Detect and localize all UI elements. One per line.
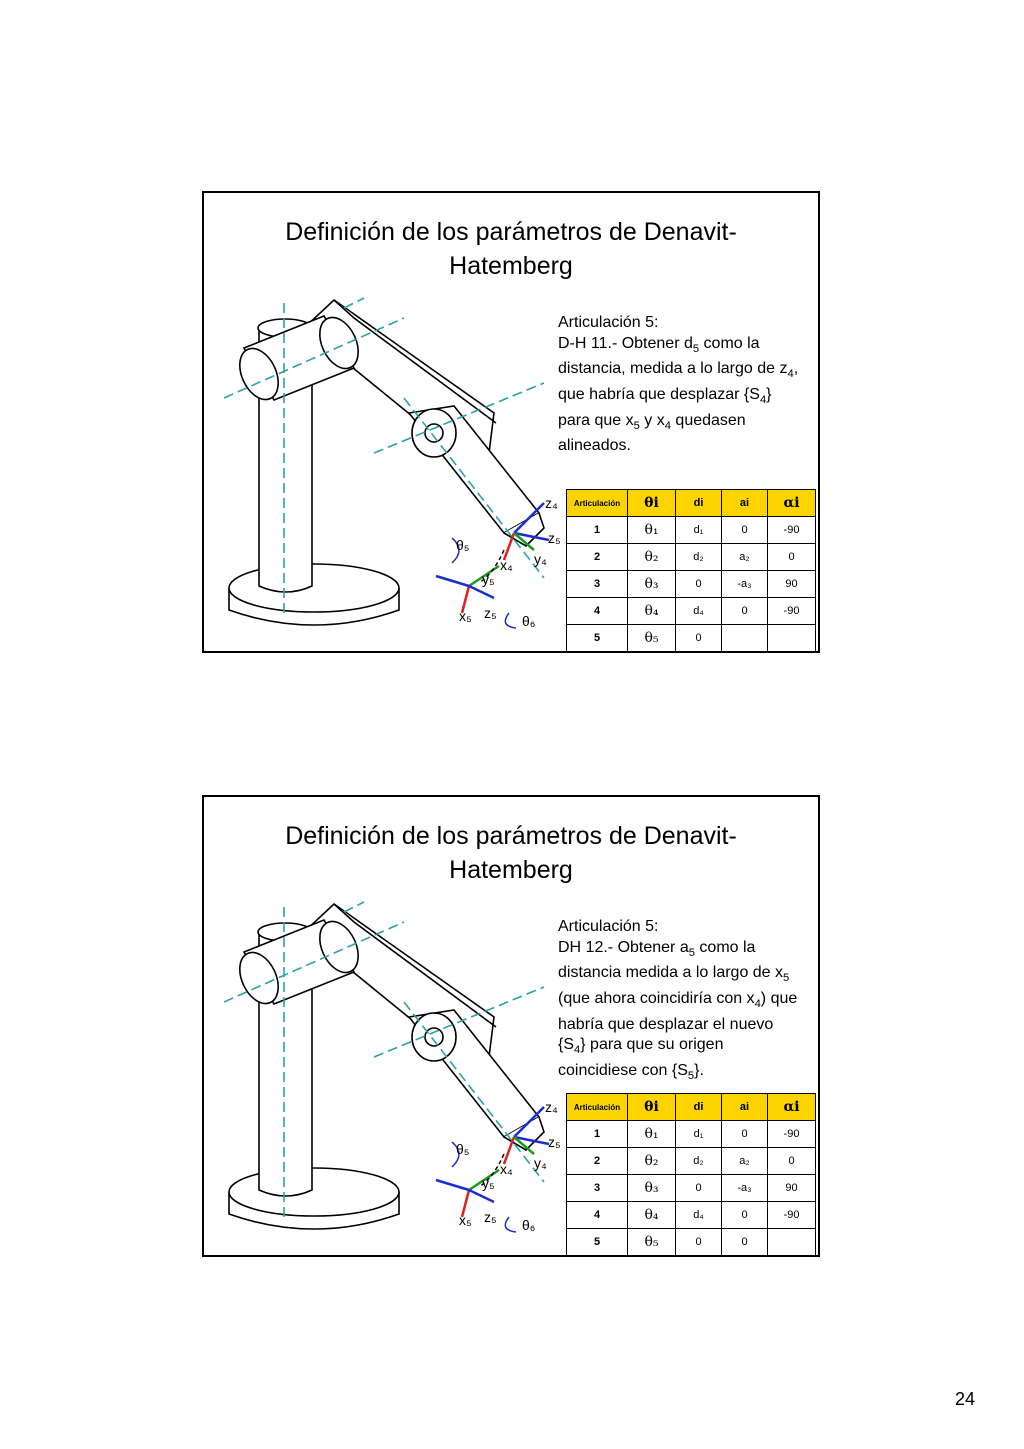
table-cell: a₂ bbox=[722, 1148, 768, 1175]
table-row bbox=[567, 544, 816, 571]
table-header-row bbox=[567, 490, 816, 517]
table-cell: 0 bbox=[768, 544, 816, 571]
table-cell bbox=[722, 625, 768, 652]
desc-line: } para que su origen bbox=[580, 1036, 724, 1054]
table-cell: 0 bbox=[676, 1229, 722, 1256]
label-z5: z₅ bbox=[548, 1134, 561, 1150]
desc-line: como la bbox=[694, 938, 756, 956]
label-z4: z₄ bbox=[545, 495, 558, 511]
table-cell: -a₃ bbox=[722, 1175, 768, 1202]
desc-line: distancia, medida a lo largo de z bbox=[558, 360, 788, 378]
label-x5: x₅ bbox=[459, 608, 472, 624]
desc-line: , bbox=[793, 360, 799, 378]
header-theta: θi bbox=[628, 490, 676, 517]
table-row bbox=[567, 571, 816, 598]
header-alpha: αi bbox=[768, 1094, 816, 1121]
desc-line: y x bbox=[639, 411, 665, 429]
table-cell: θ₃ bbox=[628, 571, 676, 598]
header-alpha: αi bbox=[768, 490, 816, 517]
header-articulacion: Articulación bbox=[567, 1094, 628, 1121]
table-cell: 5 bbox=[567, 1229, 628, 1256]
label-z5: z₅ bbox=[548, 530, 561, 546]
header-articulacion: Articulación bbox=[567, 490, 628, 517]
slide-2 bbox=[202, 795, 820, 1257]
table-cell: -90 bbox=[768, 1202, 816, 1229]
table-cell: 3 bbox=[567, 1175, 628, 1202]
desc-sub: 5 bbox=[688, 946, 695, 959]
table-cell: d₁ bbox=[676, 517, 722, 544]
table-cell: 0 bbox=[768, 1148, 816, 1175]
table-header-row bbox=[567, 1094, 816, 1121]
table-cell: 0 bbox=[722, 1121, 768, 1148]
label-y5: y₅ bbox=[482, 571, 495, 587]
desc-line: quedasen bbox=[670, 411, 746, 429]
description-text bbox=[558, 313, 820, 457]
desc-line: para que x bbox=[558, 411, 634, 429]
desc-line: DH 12.- Obtener a bbox=[558, 938, 689, 956]
label-x4: x₄ bbox=[500, 1161, 513, 1177]
table-cell: θ₅ bbox=[628, 1229, 676, 1256]
desc-line: {S bbox=[558, 1036, 575, 1054]
label-y5: y₅ bbox=[482, 1175, 495, 1191]
robot-arm-diagram bbox=[204, 892, 564, 1257]
title-line-1: Definición de los parámetros de Denavit- bbox=[285, 822, 737, 850]
desc-sub: 5 bbox=[783, 972, 790, 985]
table-cell: 2 bbox=[567, 1148, 628, 1175]
table-row bbox=[567, 517, 816, 544]
robot-arm-diagram bbox=[204, 288, 564, 653]
table-cell: 4 bbox=[567, 598, 628, 625]
table-row bbox=[567, 1121, 816, 1148]
table-cell: 4 bbox=[567, 1202, 628, 1229]
label-theta5: θ₅ bbox=[456, 1141, 470, 1157]
table-cell: d₁ bbox=[676, 1121, 722, 1148]
table-cell: θ₂ bbox=[628, 1148, 676, 1175]
dh-parameters-table bbox=[566, 1093, 816, 1256]
table-cell: θ₃ bbox=[628, 1175, 676, 1202]
table-cell: 0 bbox=[676, 625, 722, 652]
table-cell: 0 bbox=[722, 598, 768, 625]
table-cell: 3 bbox=[567, 571, 628, 598]
label-theta6: θ₆ bbox=[522, 613, 536, 629]
label-theta5: θ₅ bbox=[456, 537, 470, 553]
table-cell: θ₁ bbox=[628, 1121, 676, 1148]
desc-line: D-H 11.- Obtener d bbox=[558, 334, 693, 352]
desc-line: Articulación 5: bbox=[558, 918, 659, 935]
table-cell: θ₄ bbox=[628, 598, 676, 625]
header-theta: θi bbox=[628, 1094, 676, 1121]
table-cell: d₂ bbox=[676, 1148, 722, 1175]
table-cell: d₄ bbox=[676, 1202, 722, 1229]
desc-sub: 5 bbox=[692, 342, 700, 355]
table-cell: 1 bbox=[567, 517, 628, 544]
slide-title bbox=[204, 215, 818, 283]
table-cell: 90 bbox=[768, 571, 816, 598]
table-cell: -90 bbox=[768, 1121, 816, 1148]
slide-1 bbox=[202, 191, 820, 653]
desc-line: alineados. bbox=[558, 437, 631, 455]
label-z5-lower: z₅ bbox=[484, 1209, 497, 1225]
desc-sub: 5 bbox=[633, 419, 640, 432]
table-cell: 1 bbox=[567, 1121, 628, 1148]
table-cell: θ₁ bbox=[628, 517, 676, 544]
table-cell: -a₃ bbox=[722, 571, 768, 598]
header-a: ai bbox=[722, 1094, 768, 1121]
table-cell: -90 bbox=[768, 598, 816, 625]
table-cell bbox=[768, 625, 816, 652]
table-cell: θ₄ bbox=[628, 1202, 676, 1229]
table-cell: 0 bbox=[676, 571, 722, 598]
desc-line: como la bbox=[699, 334, 760, 352]
table-row bbox=[567, 598, 816, 625]
dh-parameters-table bbox=[566, 489, 816, 652]
table-cell: 0 bbox=[722, 517, 768, 544]
label-x5: x₅ bbox=[459, 1212, 472, 1228]
table-cell: 5 bbox=[567, 625, 628, 652]
table-row bbox=[567, 1175, 816, 1202]
label-x4: x₄ bbox=[500, 557, 513, 573]
table-cell: 0 bbox=[722, 1202, 768, 1229]
desc-line: que habría que desplazar {S bbox=[558, 385, 760, 403]
table-cell: -90 bbox=[768, 517, 816, 544]
table-cell: 0 bbox=[676, 1175, 722, 1202]
desc-line: distancia medida a lo largo de x bbox=[558, 964, 784, 982]
table-cell: d₂ bbox=[676, 544, 722, 571]
desc-sub: 4 bbox=[754, 998, 761, 1011]
desc-line: }. bbox=[694, 1061, 704, 1079]
table-cell: θ₂ bbox=[628, 544, 676, 571]
desc-sub: 4 bbox=[759, 394, 767, 407]
slide-title bbox=[204, 819, 818, 887]
table-row bbox=[567, 1229, 816, 1256]
desc-line: (que ahora coincidiría con x bbox=[558, 989, 755, 1007]
table-cell: θ₅ bbox=[628, 625, 676, 652]
table-cell bbox=[768, 1229, 816, 1256]
table-cell: 2 bbox=[567, 544, 628, 571]
label-y4: y₄ bbox=[534, 551, 547, 567]
header-d: di bbox=[676, 1094, 722, 1121]
title-line-2: Hatemberg bbox=[449, 856, 573, 884]
desc-sub: 5 bbox=[687, 1069, 695, 1082]
desc-sub: 4 bbox=[574, 1044, 581, 1057]
table-cell: d₄ bbox=[676, 598, 722, 625]
desc-line: } bbox=[766, 385, 772, 403]
table-cell: a₂ bbox=[722, 544, 768, 571]
label-y4: y₄ bbox=[534, 1155, 547, 1171]
desc-sub: 4 bbox=[664, 419, 671, 432]
table-cell: 0 bbox=[722, 1229, 768, 1256]
label-z5-lower: z₅ bbox=[484, 605, 497, 621]
table-row bbox=[567, 625, 816, 652]
desc-line: Articulación 5: bbox=[558, 314, 659, 331]
desc-line: habría que desplazar el nuevo bbox=[558, 1015, 774, 1033]
table-row bbox=[567, 1202, 816, 1229]
title-line-1: Definición de los parámetros de Denavit- bbox=[285, 218, 737, 246]
label-z4: z₄ bbox=[545, 1099, 558, 1115]
page-number: 24 bbox=[955, 1389, 976, 1409]
table-cell: 90 bbox=[768, 1175, 816, 1202]
desc-sub: 4 bbox=[787, 368, 794, 381]
desc-line: ) que bbox=[760, 989, 798, 1007]
header-d: di bbox=[676, 490, 722, 517]
header-a: ai bbox=[722, 490, 768, 517]
label-theta6: θ₆ bbox=[522, 1217, 536, 1233]
description-text bbox=[558, 917, 820, 1086]
desc-line: coincidiese con {S bbox=[558, 1061, 688, 1079]
table-row bbox=[567, 1148, 816, 1175]
title-line-2: Hatemberg bbox=[449, 252, 573, 280]
